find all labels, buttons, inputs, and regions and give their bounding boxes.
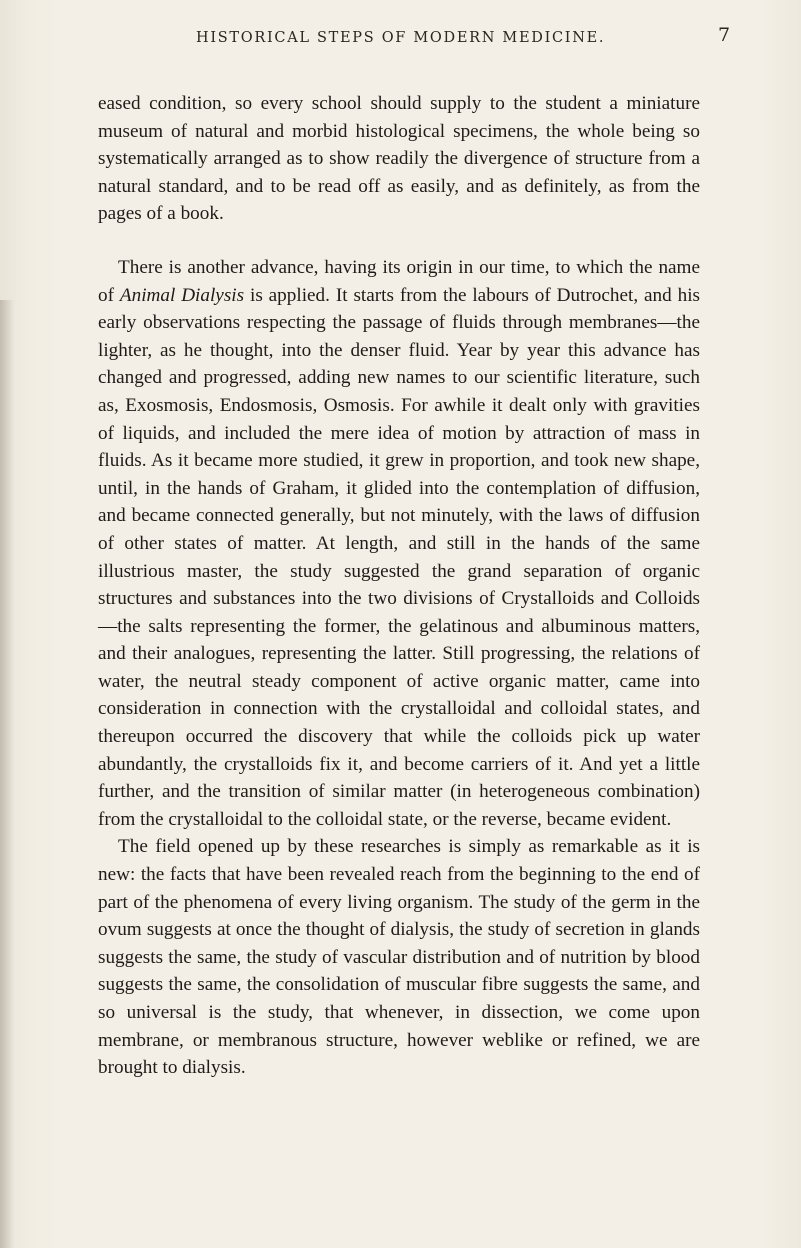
paragraph-field-opened: The field opened up by these researches is simply as remarkable as it is new: the facts that have been revealed reach from the beginning to the end of part of the phenomena of every living organism. The study of the germ in the ovum suggests at once the thought of dialysis, the study of secretion in glands suggests the same, the study of vascular distribution and of nutrition by blood suggests the same, the consolidation of muscular fibre suggests the same, and so universal is the study, that whenever, in dissection, we come upon membrane, or membranous structure, however weblike or refined, we are brought to dialysis. xyxy=(98,836,700,1079)
paragraph-continued: eased condition, so every school should supply to the student a miniature museum of natural and morbid histological specimens, the whole being so systematically arranged as to show readily the divergence of structure from a natural standard, and to be read off as easily, and as definitely, as from the pages of a book. xyxy=(98,93,700,225)
page-number: 7 xyxy=(718,24,731,46)
paragraph-animal-dialysis xyxy=(98,254,700,833)
italic-term: Animal Dialysis xyxy=(119,284,245,306)
page-gutter-shadow xyxy=(0,300,14,1248)
running-head: HISTORICAL STEPS OF MODERN MEDICINE. xyxy=(196,30,606,46)
paragraph-text-after: is applied. It starts from the labours of Dutrochet, and his early observations respecting the passage of fluids through membranes—the lighter, as he thought, into the denser fluid. Year by year this advance has changed and progressed, adding new names to our scientific literature, such as, Exosmosis, Endosmosis, Osmosis. For awhile it dealt only with gravities of liquids, and included the mere idea of motion by attraction of mass in fluids. As it became more studied, it grew in proportion, and took new shape, until, in the hands of Graham, it glided into the contemplation of diffusion, and became connected generally, but not minutely, with the laws of diffusion of other states of matter. At length, and still in the hands of the same illustrious master, the study suggested the grand separation of organic structures and substances into the two divisions of Crystalloids and Colloids—the salts representing the former, the gelatinous and albuminous matters, and their analogues, representing the latter. Still progressing, the relations of water, the neutral steady component of active organic matter, came into consideration in connection with the crystalloidal and colloidal states, and thereupon occurred the discovery that while the colloids pick up water abundantly, the crystalloids fix it, and become carriers of it. And yet a little further, and the transition of similar matter (in heterogeneous combination) from the crystalloidal to the colloidal state, or the reverse, became evident. xyxy=(98,284,700,830)
body-text xyxy=(98,90,700,1082)
paragraph-text-before: There is another advance, having its origin in our time, to which the name of xyxy=(98,256,700,306)
